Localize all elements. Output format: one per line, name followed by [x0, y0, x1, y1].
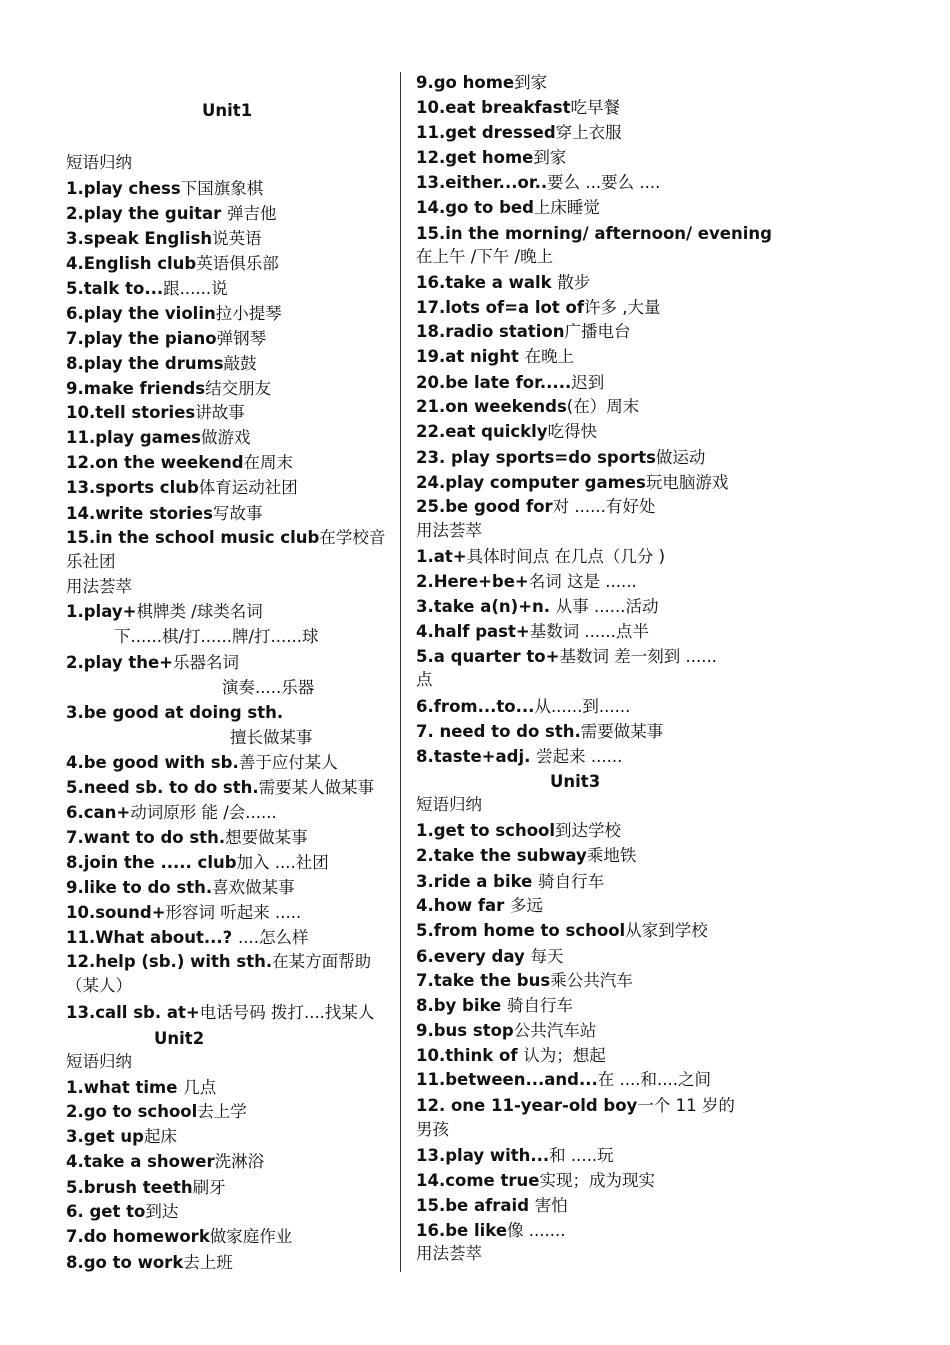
phrase-line — [416, 621, 649, 643]
section-text — [230, 727, 313, 749]
phrase-chinese: 具体时间点 在几点（几分 ) — [466, 547, 666, 566]
phrase-line — [66, 1201, 178, 1223]
phrase-line — [416, 297, 661, 319]
phrase-english: 13.sports club — [66, 478, 199, 497]
phrase-english: 9.make friends — [66, 379, 206, 398]
phrase-english: 12.help (sb.) with sth. — [66, 952, 273, 971]
phrase-chinese: 说英语 — [212, 229, 262, 248]
phrase-english: 5.from home to school — [416, 921, 626, 940]
phrase-english: 13.call sb. at+ — [66, 1003, 200, 1022]
unit-title — [154, 1028, 204, 1050]
phrase-line — [416, 272, 590, 294]
phrase-line — [66, 927, 308, 949]
phrase-line — [66, 902, 301, 924]
phrase-english: 8.play the drums — [66, 354, 224, 373]
phrase-chinese: 擅长做某事 — [230, 728, 313, 747]
phrase-line — [416, 871, 604, 893]
phrase-chinese: 短语归纳 — [416, 795, 482, 814]
phrase-english: 18.radio station — [416, 322, 565, 341]
phrase-chinese: 到达学校 — [555, 821, 622, 840]
phrase-english: 13.either...or.. — [416, 173, 548, 192]
phrase-chinese: 敲鼓 — [223, 354, 257, 373]
section-text — [222, 677, 314, 699]
phrase-chinese: 点 — [416, 670, 433, 689]
phrase-line — [416, 1145, 614, 1167]
phrase-english: 7.do homework — [66, 1227, 210, 1246]
phrase-line — [66, 1126, 177, 1148]
phrase-line — [66, 228, 262, 250]
phrase-line — [66, 427, 250, 449]
phrase-english: 9.go home — [416, 73, 515, 92]
phrase-english: 3.speak English — [66, 229, 213, 248]
phrase-english: 10.sound+ — [66, 903, 166, 922]
phrase-english: 11.What about...? — [66, 928, 238, 947]
phrase-line — [416, 223, 772, 245]
phrase-english: 3.get up — [66, 1127, 144, 1146]
phrase-english: 4.be good with sb. — [66, 753, 239, 772]
phrase-chinese: 做家庭作业 — [209, 1227, 293, 1246]
section-text — [416, 669, 433, 691]
phrase-chinese: 公共汽车站 — [513, 1021, 597, 1040]
phrase-line — [416, 895, 543, 917]
phrase-english: 6.every day — [416, 947, 531, 966]
phrase-chinese: 拉小提琴 — [215, 304, 282, 323]
phrase-english: 11.get dressed — [416, 123, 556, 142]
phrase-chinese: 做运动 — [655, 448, 706, 467]
phrase-chinese: 从......到...... — [534, 697, 631, 716]
phrase-line — [66, 452, 293, 474]
phrase-english: 12.on the weekend — [66, 453, 244, 472]
phrase-english: 3.be good at doing sth. — [66, 703, 284, 722]
phrase-english: 23. play sports=do sports — [416, 448, 656, 467]
phrase-english: Unit1 — [202, 101, 253, 120]
phrase-english: 2.go to school — [66, 1102, 198, 1121]
phrase-chinese: 认为；想起 — [523, 1046, 606, 1065]
phrase-line — [416, 820, 621, 842]
phrase-line — [416, 1195, 568, 1217]
section-text — [416, 520, 482, 542]
phrase-chinese: 演奏.....乐器 — [222, 678, 315, 697]
phrase-line — [416, 447, 705, 469]
phrase-english: 14.go to bed — [416, 198, 534, 217]
phrase-chinese: 需要某人做某事 — [258, 778, 375, 797]
phrase-english: 5.brush teeth — [66, 1178, 193, 1197]
phrase-english: 9.bus stop — [416, 1021, 514, 1040]
phrase-english: 15.in the morning/ afternoon/ evening — [416, 224, 772, 243]
phrase-chinese: 形容词 听起来 ..... — [165, 903, 302, 922]
phrase-chinese: 刷牙 — [192, 1178, 226, 1197]
phrase-chinese: 害怕 — [534, 1196, 568, 1215]
phrase-line — [66, 328, 266, 350]
section-text — [416, 1243, 482, 1265]
phrase-english: 1.what time — [66, 1078, 184, 1097]
phrase-chinese: 在上午 /下午 /晚上 — [416, 247, 554, 266]
phrase-english: 5.need sb. to do sth. — [66, 778, 259, 797]
phrase-line — [66, 378, 271, 400]
phrase-english: 7. need to do sth. — [416, 722, 581, 741]
phrase-chinese: (在）周末 — [566, 397, 640, 416]
phrase-english: 1.at+ — [416, 547, 467, 566]
phrase-line — [66, 702, 283, 724]
phrase-chinese: 乘地铁 — [586, 846, 637, 865]
phrase-english: 8.by bike — [416, 996, 507, 1015]
phrase-chinese: 每天 — [530, 947, 564, 966]
phrase-line — [416, 1020, 596, 1042]
phrase-line — [66, 752, 338, 774]
phrase-english: 9.like to do sth. — [66, 878, 213, 897]
phrase-english: 19.at night — [416, 347, 525, 366]
phrase-chinese: 名词 这是 ...... — [528, 572, 637, 591]
phrase-line — [416, 920, 708, 942]
phrase-english: 7.play the piano — [66, 329, 217, 348]
phrase-line — [416, 321, 631, 343]
phrase-chinese: 到家 — [533, 148, 567, 167]
phrase-chinese: 喜欢做某事 — [212, 878, 295, 897]
phrase-line — [416, 646, 717, 668]
phrase-line — [66, 203, 277, 225]
phrase-chinese: 去上班 — [183, 1253, 233, 1272]
phrase-chinese: 结交朋友 — [205, 379, 272, 398]
phrase-chinese: 多远 — [510, 896, 544, 915]
phrase-line — [416, 346, 574, 368]
section-text — [66, 1051, 132, 1073]
phrase-chinese: 乐社团 — [66, 552, 116, 571]
phrase-chinese: 电话号码 拨打....找某人 — [199, 1003, 375, 1022]
phrase-english: 24.play computer games — [416, 473, 646, 492]
phrase-english: 22.eat quickly — [416, 422, 548, 441]
phrase-line — [416, 172, 660, 194]
phrase-english: 13.play with... — [416, 1146, 550, 1165]
section-text — [114, 626, 319, 648]
phrase-english: 1.play chess — [66, 179, 181, 198]
phrase-english: 25.be good for — [416, 497, 553, 516]
phrase-english: 4.English club — [66, 254, 197, 273]
phrase-chinese: 上床睡觉 — [533, 198, 600, 217]
phrase-chinese: 去上学 — [197, 1102, 247, 1121]
unit-title — [202, 100, 252, 122]
phrase-english: 7.want to do sth. — [66, 828, 226, 847]
phrase-chinese: 下......棋/打......牌/打......球 — [114, 627, 319, 646]
phrase-chinese: 起床 — [143, 1127, 177, 1146]
phrase-chinese: 要么 ...要么 .... — [547, 173, 661, 192]
phrase-english: 2.play the+ — [66, 653, 173, 672]
phrase-line — [66, 1002, 374, 1024]
phrase-line — [416, 571, 637, 593]
phrase-line — [66, 477, 298, 499]
phrase-chinese: 基数词 ......点半 — [529, 622, 649, 641]
phrase-line — [416, 197, 600, 219]
phrase-line — [416, 696, 630, 718]
section-text — [66, 975, 132, 997]
phrase-english: 8.taste+adj. — [416, 747, 537, 766]
phrase-chinese: 玩电脑游戏 — [645, 473, 729, 492]
phrase-line — [416, 970, 633, 992]
phrase-english: 17.lots of=a lot of — [416, 298, 585, 317]
phrase-english: 5.talk to... — [66, 279, 164, 298]
phrase-chinese: 基数词 差一刻到 ...... — [559, 647, 717, 666]
phrase-english: 16.take a walk — [416, 273, 558, 292]
phrase-chinese: 穿上衣服 — [555, 123, 622, 142]
phrase-line — [66, 1226, 292, 1248]
section-text — [66, 576, 132, 598]
phrase-chinese: 像 ....... — [507, 1221, 566, 1240]
phrase-line — [416, 721, 663, 743]
phrase-line — [416, 1045, 606, 1067]
phrase-chinese: 体育运动社团 — [198, 478, 298, 497]
phrase-english: 4.half past+ — [416, 622, 530, 641]
phrase-english: 6.play the violin — [66, 304, 216, 323]
phrase-line — [416, 746, 622, 768]
phrase-line — [416, 72, 547, 94]
phrase-english: 4.take a shower — [66, 1152, 215, 1171]
phrase-chinese: 和 .....玩 — [549, 1146, 614, 1165]
phrase-chinese: 弹吉他 — [227, 204, 277, 223]
phrase-english: 7.take the bus — [416, 971, 551, 990]
phrase-chinese: 实现；成为现实 — [539, 1171, 655, 1190]
phrase-line — [66, 652, 239, 674]
phrase-chinese: 乐器名词 — [173, 653, 239, 672]
phrase-english: 11.play games — [66, 428, 201, 447]
phrase-chinese: 从家到学校 — [625, 921, 708, 940]
phrase-chinese: 动词原形 能 /会...... — [130, 803, 277, 822]
phrase-line — [66, 601, 263, 623]
phrase-english: 12.get home — [416, 148, 534, 167]
phrase-chinese: 想要做某事 — [225, 828, 308, 847]
phrase-chinese: 英语俱乐部 — [196, 254, 279, 273]
section-text — [66, 551, 116, 573]
phrase-chinese: 用法荟萃 — [66, 577, 132, 596]
phrase-line — [416, 372, 604, 394]
phrase-line — [416, 946, 563, 968]
phrase-english: 1.get to school — [416, 821, 556, 840]
phrase-chinese: 广播电台 — [564, 322, 631, 341]
phrase-chinese: 在学校音 — [319, 528, 386, 547]
phrase-line — [416, 1095, 735, 1117]
phrase-line — [416, 1170, 655, 1192]
phrase-chinese: 在 ....和....之间 — [597, 1070, 712, 1089]
phrase-line — [416, 496, 655, 518]
phrase-chinese: 尝起来 ...... — [536, 747, 623, 766]
phrase-line — [416, 546, 665, 568]
phrase-english: 14.write stories — [66, 504, 213, 523]
phrase-english: 10.think of — [416, 1046, 524, 1065]
phrase-chinese: 对 ......有好处 — [552, 497, 656, 516]
phrase-english: 8.go to work — [66, 1253, 184, 1272]
phrase-english: 20.be late for..... — [416, 373, 572, 392]
phrase-english: 2.play the guitar — [66, 204, 228, 223]
phrase-english: 11.between...and... — [416, 1070, 598, 1089]
phrase-chinese: 骑自行车 — [538, 872, 605, 891]
phrase-chinese: 男孩 — [416, 1120, 449, 1139]
phrase-chinese: 写故事 — [212, 504, 263, 523]
section-text — [416, 794, 482, 816]
phrase-line — [66, 278, 228, 300]
phrase-english: 2.take the subway — [416, 846, 587, 865]
phrase-line — [416, 97, 620, 119]
phrase-english: Unit2 — [154, 1029, 205, 1048]
phrase-line — [416, 845, 636, 867]
phrase-line — [416, 396, 639, 418]
phrase-chinese: 用法荟萃 — [416, 1244, 482, 1263]
phrase-chinese: 下国旗象棋 — [180, 179, 264, 198]
phrase-english: Unit3 — [550, 772, 601, 791]
phrase-line — [416, 147, 566, 169]
phrase-chinese: 加入 ....社团 — [236, 853, 329, 872]
phrase-chinese: 从事 ......活动 — [555, 597, 659, 616]
phrase-english: 5.a quarter to+ — [416, 647, 560, 666]
phrase-english: 15.be afraid — [416, 1196, 535, 1215]
section-text — [416, 1119, 449, 1141]
phrase-chinese: 短语归纳 — [66, 153, 132, 172]
phrase-english: 21.on weekends — [416, 397, 567, 416]
phrase-chinese: 在周末 — [243, 453, 294, 472]
phrase-line — [66, 877, 295, 899]
phrase-line — [66, 1077, 216, 1099]
phrase-chinese: （某人） — [66, 976, 132, 995]
phrase-english: 10.eat breakfast — [416, 98, 571, 117]
phrase-line — [66, 1177, 226, 1199]
phrase-chinese: ....怎么样 — [237, 928, 309, 947]
phrase-chinese: 需要做某事 — [580, 722, 664, 741]
phrase-chinese: 迟到 — [571, 373, 605, 392]
phrase-line — [66, 777, 374, 799]
phrase-line — [416, 1069, 711, 1091]
phrase-english: 6. get to — [66, 1202, 146, 1221]
phrase-english: 12. one 11-year-old boy — [416, 1096, 638, 1115]
phrase-chinese: 几点 — [183, 1078, 217, 1097]
phrase-english: 2.Here+be+ — [416, 572, 529, 591]
phrase-english: 1.play+ — [66, 602, 137, 621]
phrase-english: 3.ride a bike — [416, 872, 539, 891]
phrase-line — [66, 253, 279, 275]
phrase-english: 8.join the ..... club — [66, 853, 237, 872]
phrase-english: 3.take a(n)+n. — [416, 597, 556, 616]
phrase-english: 6.can+ — [66, 803, 131, 822]
phrase-line — [416, 421, 597, 443]
phrase-chinese: 吃得快 — [547, 422, 598, 441]
phrase-chinese: 做游戏 — [200, 428, 251, 447]
phrase-english: 4.how far — [416, 896, 511, 915]
phrase-line — [66, 1252, 233, 1274]
phrase-chinese: 善于应付某人 — [238, 753, 338, 772]
phrase-chinese: 骑自行车 — [507, 996, 573, 1015]
phrase-chinese: 到达 — [145, 1202, 179, 1221]
section-text — [66, 152, 132, 174]
phrase-chinese: 乘公共汽车 — [550, 971, 633, 990]
phrase-line — [66, 852, 329, 874]
phrase-line — [416, 122, 622, 144]
phrase-english: 14.come true — [416, 1171, 540, 1190]
phrase-chinese: 短语归纳 — [66, 1052, 132, 1071]
phrase-line — [66, 827, 308, 849]
phrase-line — [416, 1220, 565, 1242]
phrase-chinese: 散步 — [557, 273, 591, 292]
phrase-english: 6.from...to... — [416, 697, 535, 716]
phrase-chinese: 许多 ,大量 — [584, 298, 661, 317]
phrase-chinese: 弹钢琴 — [216, 329, 267, 348]
phrase-line — [66, 1151, 264, 1173]
phrase-line — [416, 995, 573, 1017]
phrase-chinese: 洗淋浴 — [214, 1152, 265, 1171]
phrase-line — [66, 178, 263, 200]
phrase-line — [416, 596, 659, 618]
phrase-chinese: 到家 — [514, 73, 548, 92]
phrase-chinese: 讲故事 — [195, 403, 245, 422]
phrase-line — [66, 303, 282, 325]
phrase-chinese: 在某方面帮助 — [272, 952, 372, 971]
phrase-line — [66, 1101, 247, 1123]
column-divider — [400, 72, 401, 1272]
phrase-line — [66, 402, 245, 424]
phrase-chinese: 用法荟萃 — [416, 521, 482, 540]
phrase-english: 10.tell stories — [66, 403, 196, 422]
phrase-line — [66, 802, 277, 824]
phrase-line — [66, 503, 262, 525]
phrase-chinese: 跟......说 — [163, 279, 228, 298]
phrase-english: 15.in the school music club — [66, 528, 320, 547]
phrase-english: 16.be like — [416, 1221, 508, 1240]
phrase-line — [416, 472, 728, 494]
unit-title — [550, 771, 600, 793]
phrase-line — [66, 951, 371, 973]
phrase-chinese: 一个 11 岁的 — [637, 1096, 735, 1115]
phrase-chinese: 棋牌类 /球类名词 — [136, 602, 263, 621]
phrase-chinese: 吃早餐 — [570, 98, 620, 117]
phrase-line — [66, 527, 385, 549]
phrase-chinese: 在晚上 — [524, 347, 575, 366]
phrase-line — [66, 353, 257, 375]
section-text — [416, 246, 553, 268]
